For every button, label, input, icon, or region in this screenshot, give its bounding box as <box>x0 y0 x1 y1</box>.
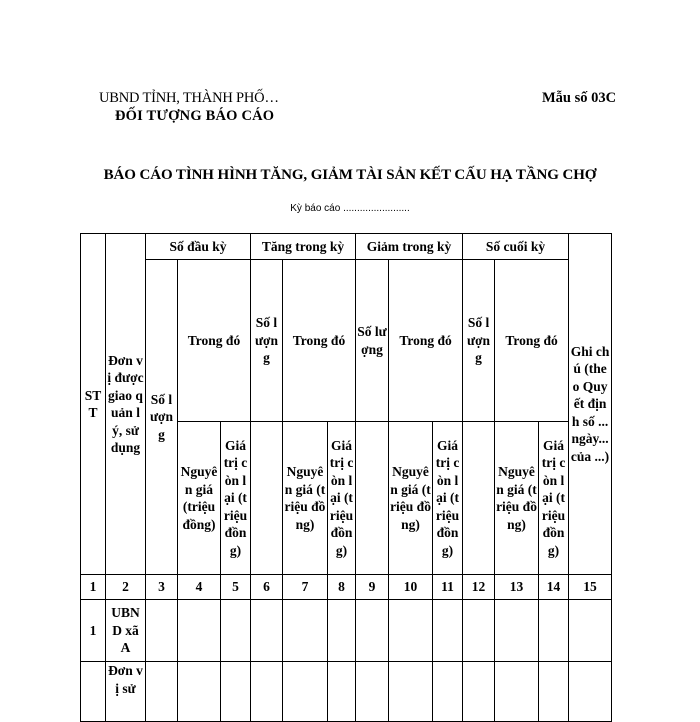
group-decrease: Giảm trong kỳ <box>356 234 463 260</box>
report-table <box>80 233 612 722</box>
qty-header: Số lượng <box>463 260 495 422</box>
remaining-value-header: Giá trị còn lại (triệu đồng) <box>539 422 569 575</box>
qty-header: Số lượng <box>356 260 389 422</box>
header-row-subgroups <box>81 260 612 422</box>
remaining-value-header: Giá trị còn lại (triệu đồng) <box>433 422 463 575</box>
column-number: 5 <box>221 575 251 600</box>
column-number: 1 <box>81 575 106 600</box>
report-title: BÁO CÁO TÌNH HÌNH TĂNG, GIẢM TÀI SẢN KẾT CẤU HẠ TẦNG CHỢ <box>103 167 597 183</box>
group-opening: Số đầu kỳ <box>146 234 251 260</box>
qty-header: Số lượng <box>251 260 283 422</box>
table-row <box>81 662 612 722</box>
column-number: 15 <box>569 575 612 600</box>
of-which-header: Trong đó <box>178 260 251 422</box>
remaining-value-header: Giá trị còn lại (triệu đồng) <box>328 422 356 575</box>
of-which-header: Trong đó <box>495 260 569 422</box>
col-note-header: Ghi chú (theo Quyết định số ... ngày... của ...) <box>569 234 612 575</box>
blank-cell <box>356 422 389 575</box>
column-number: 6 <box>251 575 283 600</box>
qty-header: Số lượng <box>146 260 178 575</box>
remaining-value-header: Giá trị còn lại (triệu đồng) <box>221 422 251 575</box>
row-unit: Đơn vị sử <box>106 662 146 722</box>
original-cost-header: Nguyên giá (triệu đồng) <box>495 422 539 575</box>
column-number: 13 <box>495 575 539 600</box>
org-line: UBND TỈNH, THÀNH PHỐ… <box>99 90 279 106</box>
group-increase: Tăng trong kỳ <box>251 234 356 260</box>
row-stt: 1 <box>81 600 106 662</box>
report-period: Kỳ báo cáo ........................ <box>290 203 410 214</box>
column-number: 9 <box>356 575 389 600</box>
row-stt <box>81 662 106 722</box>
report-object-line: ĐỐI TƯỢNG BÁO CÁO <box>115 108 275 124</box>
column-number: 2 <box>106 575 146 600</box>
column-number: 7 <box>283 575 328 600</box>
column-number: 4 <box>178 575 221 600</box>
of-which-header: Trong đó <box>283 260 356 422</box>
blank-cell <box>251 422 283 575</box>
column-number: 8 <box>328 575 356 600</box>
group-closing: Số cuối kỳ <box>463 234 569 260</box>
column-number: 11 <box>433 575 463 600</box>
header-row-groups <box>81 234 612 260</box>
form-number: Mẫu số 03C <box>542 90 617 106</box>
column-number: 3 <box>146 575 178 600</box>
original-cost-header: Nguyên giá (triệu đồng) <box>389 422 433 575</box>
col-unit-header: Đơn vị được giao quản lý, sử dụng <box>106 234 146 575</box>
col-stt-header: STT <box>81 234 106 575</box>
original-cost-header: Nguyên giá (triệu đồng) <box>178 422 221 575</box>
column-number: 10 <box>389 575 433 600</box>
original-cost-header: Nguyên giá (triệu đồng) <box>283 422 328 575</box>
of-which-header: Trong đó <box>389 260 463 422</box>
blank-cell <box>463 422 495 575</box>
table-row <box>81 600 612 662</box>
column-number-row <box>81 575 612 600</box>
column-number: 12 <box>463 575 495 600</box>
row-unit: UBND xã A <box>106 600 146 662</box>
column-number: 14 <box>539 575 569 600</box>
